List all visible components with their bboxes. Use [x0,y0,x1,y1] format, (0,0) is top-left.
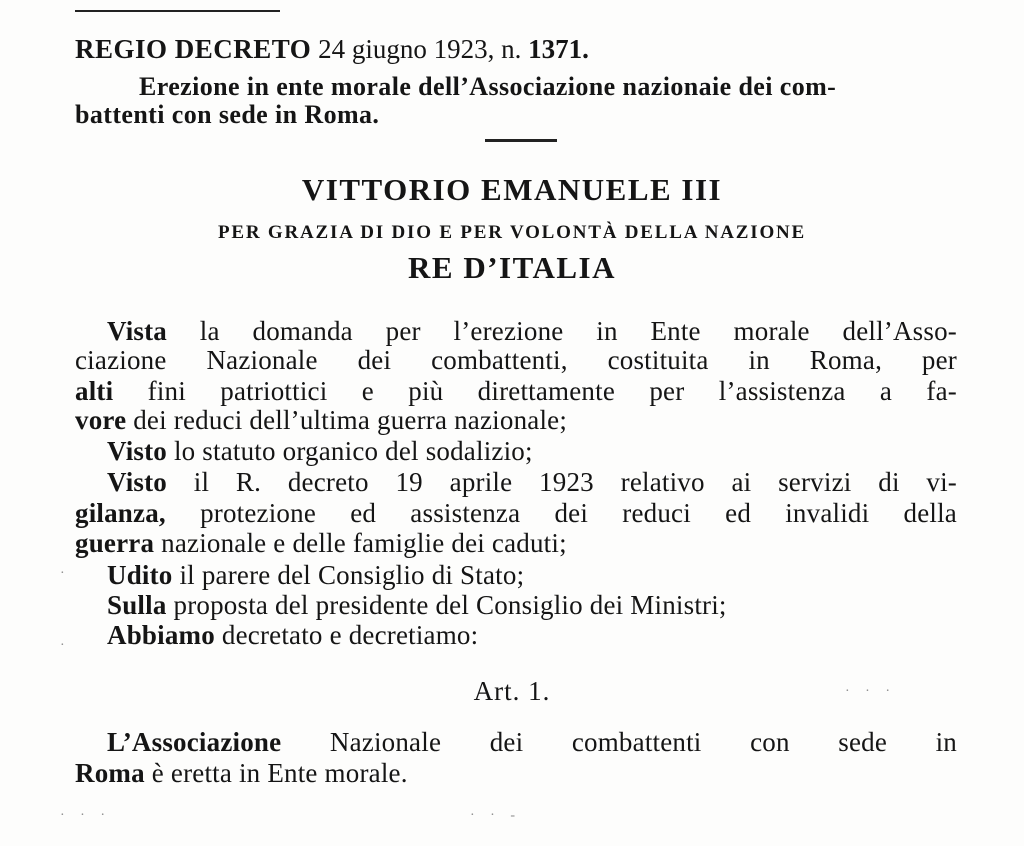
preamble-line [107,560,524,590]
preamble-line-text: lo statuto organico del sodalizio; [167,436,533,466]
top-rule [75,10,280,12]
scan-speckle: · · - [470,808,521,823]
preamble-line-lead: Abbiamo [107,620,215,650]
article-line [75,758,408,788]
preamble-line [75,498,957,528]
preamble-line-text: il R. decreto 19 aprile 1923 relativo ai servizi di vi- [167,467,957,497]
preamble-line [107,316,957,346]
preamble-line-text: nazionale e delle famiglie dei caduti; [154,528,567,558]
sovereign-grace: PER GRAZIA DI DIO E PER VOLONTÀ DELLA NAZIONE [217,222,807,243]
article-line-lead: L’Associazione [107,727,282,757]
article-heading: Art. 1. [473,676,551,706]
scan-speckle: · · · [845,684,896,699]
preamble-line-text: il parere del Consiglio di Stato; [172,560,525,590]
scan-speckle: · [60,566,71,581]
preamble-line-lead: Sulla [107,590,167,620]
decree-date: 24 giugno 1923, [318,34,495,64]
preamble-line-text: decretato e decretiamo: [214,620,479,650]
preamble-line-lead: Visto [107,436,167,466]
preamble-line [107,590,727,620]
preamble-line-text: fini patriottici e più direttamente per l’assistenza a fa- [113,376,957,406]
preamble-line [107,467,957,497]
decree-header [75,34,589,64]
decree-number-prefix: n. [501,34,522,64]
preamble-line [75,405,567,435]
preamble-line-lead: vore [75,405,127,435]
preamble-line-text: dei reduci dell’ultima guerra nazionale; [126,405,568,435]
decree-kind: REGIO DECRETO [75,34,312,64]
preamble-line-lead: Visto [107,467,167,497]
preamble-line-text: proposta del presidente del Consiglio dei Ministri; [166,590,727,620]
preamble-line-lead: Udito [107,560,173,590]
sovereign-name: VITTORIO EMANUELE III [301,172,723,207]
preamble-line-lead: guerra [75,528,155,558]
preamble-line-lead: Vista [107,316,167,346]
article-line-text: Nazionale dei combattenti con sede in [281,727,957,757]
article-line-lead: Roma [75,758,145,788]
preamble-line-lead: alti [75,376,114,406]
preamble-line [75,528,567,558]
article-line-text: è eretta in Ente morale. [144,758,408,788]
separator-rule [485,139,557,142]
preamble-line-lead: gilanza, [75,498,166,528]
scan-speckle: · · · [60,808,111,823]
scan-speckle: · [60,638,71,653]
preamble-line [75,376,957,406]
decree-subject-line-1: Erezione in ente morale dell’Associazione nazionaie dei com- [139,72,837,101]
preamble-line [107,620,478,650]
preamble-line [75,345,957,375]
preamble-line-text: protezione ed assistenza dei reduci ed invalidi della [165,498,957,528]
article-line [107,727,957,757]
preamble-line [107,436,533,466]
decree-subject-line-2: battenti con sede in Roma. [75,100,380,129]
preamble-line-text: ciazione Nazionale dei combattenti, costituita in Roma, per [75,345,957,375]
preamble-line-text: la domanda per l’erezione in Ente morale dell’Asso- [167,316,957,346]
sovereign-title: RE D’ITALIA [408,250,616,285]
decree-number: 1371. [528,34,589,64]
